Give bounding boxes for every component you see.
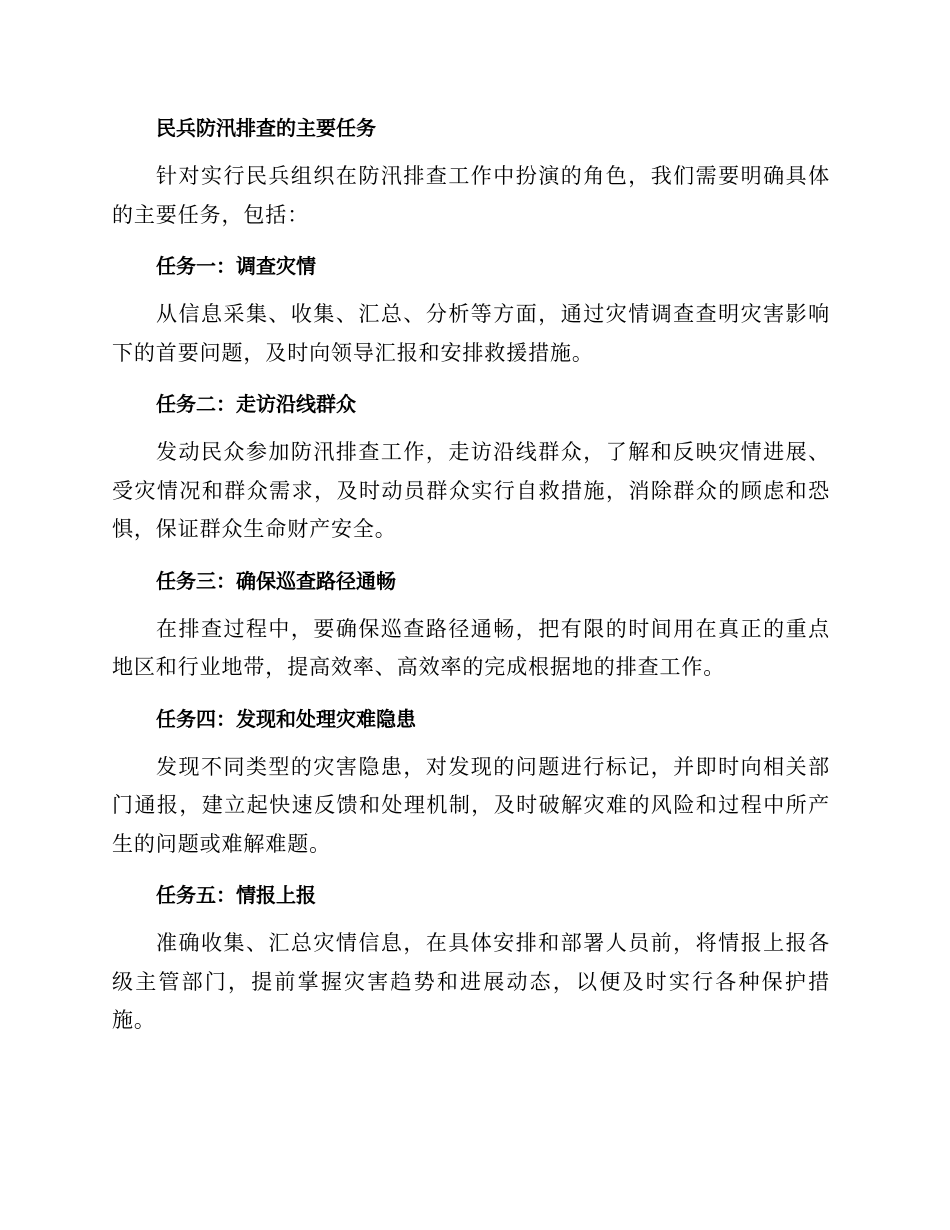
task-4-body: 发现不同类型的灾害隐患，对发现的问题进行标记，并即时向相关部门通报，建立起快速反馈和处理机制，及时破解灾难的风险和过程中所产生的问题或难解难题。 xyxy=(112,754,830,856)
task-2-body: 发动民众参加防汛排查工作，走访沿线群众，了解和反映灾情进展、受灾情况和群众需求，及时动员群众实行自救措施，消除群众的顾虑和恐惧，保证群众生命财产安全。 xyxy=(112,440,830,541)
task-3-heading: 任务三：确保巡查路径通畅 xyxy=(156,568,396,593)
task-4-heading: 任务四：发现和处理灾难隐患 xyxy=(156,706,416,731)
spacer xyxy=(112,911,830,924)
task-5-heading: 任务五：情报上报 xyxy=(156,883,316,907)
spacer xyxy=(112,597,830,610)
spacer xyxy=(112,234,830,250)
spacer xyxy=(112,144,830,157)
document-page xyxy=(112,112,830,1040)
spacer xyxy=(112,420,830,433)
intro-paragraph: 针对实行民兵组织在防汛排查工作中扮演的角色，我们需要明确具体的主要任务，包括： xyxy=(112,164,830,227)
task-1-body: 从信息采集、收集、汇总、分析等方面，通过灾情调查查明灾害影响下的首要问题，及时向领导汇报和安排救援措施。 xyxy=(112,302,830,365)
task-3-body: 在排查过程中，要确保巡查路径通畅，把有限的时间用在真正的重点地区和行业地带，提高效率、高效率的完成根据地的排查工作。 xyxy=(112,616,830,679)
spacer xyxy=(112,549,830,565)
spacer xyxy=(112,863,830,879)
spacer xyxy=(112,282,830,295)
task-5-body: 准确收集、汇总灾情信息，在具体安排和部署人员前，将情报上报各级主管部门，提前掌握灾害趋势和进展动态，以便及时实行各种保护措施。 xyxy=(112,931,830,1032)
spacer xyxy=(112,687,830,703)
task-1-heading: 任务一：调查灾情 xyxy=(156,254,316,278)
task-2-heading: 任务二：走访沿线群众 xyxy=(156,392,356,416)
spacer xyxy=(112,372,830,388)
spacer xyxy=(112,735,830,748)
document-title: 民兵防汛排查的主要任务 xyxy=(156,116,376,140)
